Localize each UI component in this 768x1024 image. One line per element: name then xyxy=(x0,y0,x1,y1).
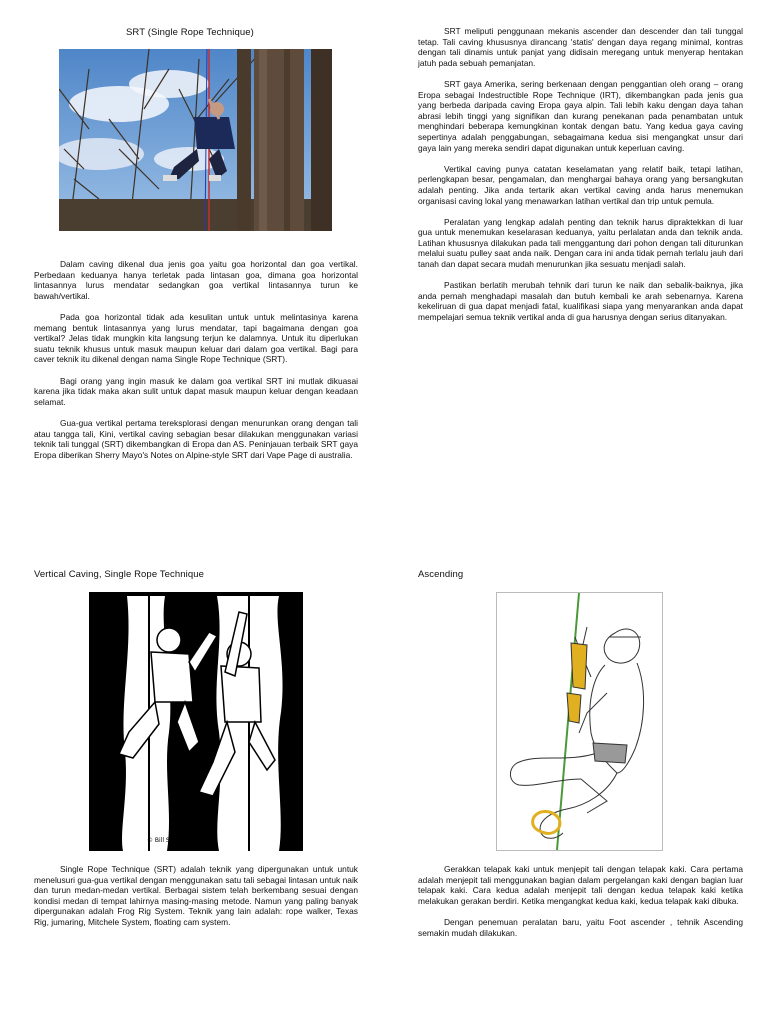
paragraph: Vertikal caving punya catatan keselamatan yang relatif baik, tetapi latihan, perlengkapan besar, pengamalan, dan menghargai bahaya orang yang bersangkutan adalah penting. Jika anda tertarik akan vertikal caving anda harus menemukan organisasi caving lokal yang menawarkan latihan vertikal dan trip untuk pemula. xyxy=(418,163,743,206)
paragraph: SRT meliputi penggunaan mekanis ascender dan descender dan tali tunggal tetap. Tali caving khususnya dirancang 'statis' dengan daya regang minimal, kontras dengan tali dinamis untuk panjat yang didisain meregang untuk menyerap hentakan jatuh pada sebuah pemanjatan. xyxy=(418,26,743,68)
cavers-illustration xyxy=(89,592,303,851)
paragraph: Pastikan berlatih merubah tehnik dari turun ke naik dan sebalik-baiknya, jika anda pernah menghadapi masalah dan butuh kembali ke arah sebenarnya. Karena kekeliruan di gua dapat menjadi fatal, kualifikasi siapa yang menyarankan anda dapat mempelajari semua teknik vertikal anda di gua harusnya dengan serius ditanyakan. xyxy=(418,280,743,323)
tree-climber-photo xyxy=(59,49,332,231)
paragraph: SRT gaya Amerika, sering berkenaan dengan penggantian oleh orang – orang Eropa sebagai Indestructible Rope Technique (IRT), dikembangkan pada jenis gua yang berbeda daripada caving Eropa gaya alpin. Tali lebih kaku dengan daya tahan abrasi lebih tinggi yang signifikan dan kurang penekanan pada penambatan untuk menghindari beberapa kemungkinan kontak dengan batu. Yang kedua gaya caving sepertinya adalah penggabungan, sebagaimana kedua sisi mengangkat unsur dari gaya lain yang mereka sendiri dapat digunakan untuk keperluan caving. xyxy=(418,78,743,153)
section-heading-srt: SRT (Single Rope Technique) xyxy=(126,27,254,38)
paragraph: Dalam caving dikenal dua jenis goa yaitu goa horizontal dan goa vertikal. Perbedaan keduanya hanya terletak pada lintasan goa, dimana goa horizontal lintasannya lurus mendatar sedangkan goa vertikal lintasannya turun ke bawah/vertikal. xyxy=(34,259,358,301)
section-heading-vertical-caving: Vertical Caving, Single Rope Technique xyxy=(34,569,204,580)
paragraph: Single Rope Technique (SRT) adalah teknik yang dipergunakan untuk untuk menelusuri gua-gua vertikal dengan menggunakan satu tali sebagai lintasan untuk naik dan turun medan-medan vertikal. Berbagai sistem telah berkembang sesuai dengan kondisi medan di tempat lahirnya masing-masing metode. Namun yang paling banyak dipergunakan adalah Frog Rig System. Teknik yang lain adalah: rope walker, Texas Rig, jumaring, Mitchele System, floating cam system. xyxy=(34,864,358,927)
bottom-left-text xyxy=(34,864,358,928)
paragraph: Gerakkan telapak kaki untuk menjepit tali dengan telapak kaki. Cara pertama adalah menjepit tali menggunakan bagian dalam pergelangan kaki dengan bagian luar telapak kaki. Cara kedua adalah menjepit tali dengan kedua telapak kaki ketika melakukan gerakan berdiri. Ketika mengangkat kedua kaki, kedua telapak kaki dibuka. xyxy=(418,864,743,906)
paragraph: Pada goa horizontal tidak ada kesulitan untuk untuk melintasinya karena memang bentuk lintasannya yang lurus mendatar, tapi bagaimana dengan goa vertikal? Jelas tidak mungkin kita langsung terjun ke dalamnya. Untuk itu diperlukan suatu teknik khusus untuk masuk maupun keluar dari dalam goa vertikal. Bagi para caver teknik itu dikenal dengan nama Single Rope Technique (SRT). xyxy=(34,311,358,365)
paragraph: Peralatan yang lengkap adalah penting dan teknik harus dipraktekkan di luar gua untuk menemukan keselarasan keduanya, yaitu perlalatan anda dan teknik anda. Latihan khususnya dilakukan pada tali menggantung dari pohon dengan tali diturunkan melalui suatu pulley saat anda naik. Dengan cara ini anda tidak pernah terlalu jauh dari tanah dan dapat secara mudah menurunkan jika sesuatu menjadi salah. xyxy=(418,216,743,270)
top-right-text xyxy=(418,26,743,323)
section-heading-ascending: Ascending xyxy=(418,569,464,580)
bottom-right-text xyxy=(418,864,743,938)
paragraph: Dengan penemuan peralatan baru, yaitu Foot ascender , tehnik Ascending semakin mudah dilakukan. xyxy=(418,916,743,938)
paragraph: Gua-gua vertikal pertama tereksplorasi dengan menurunkan orang dengan tali atau tangga tali, Kini, vertikal caving sebagian besar dilakukan menggunakan variasi teknik tali tunggal (SRT) dikembangkan di Eropa dan AS. Peninjauan terbaik SRT gaya Eropa diberikan Sherry Mayo's Notes on Alpine-style SRT dari Vape Page di australia. xyxy=(34,417,358,460)
top-left-text xyxy=(34,259,358,460)
paragraph: Bagi orang yang ingin masuk ke dalam goa vertikal SRT ini mutlak dikuasai karena jika tidak maka akan sulit untuk dapat masuk maupun keluar dengan keadaan selamat. xyxy=(34,375,358,407)
illustration-credit: © Bill Struck xyxy=(147,837,186,844)
ascending-illustration xyxy=(496,592,663,851)
